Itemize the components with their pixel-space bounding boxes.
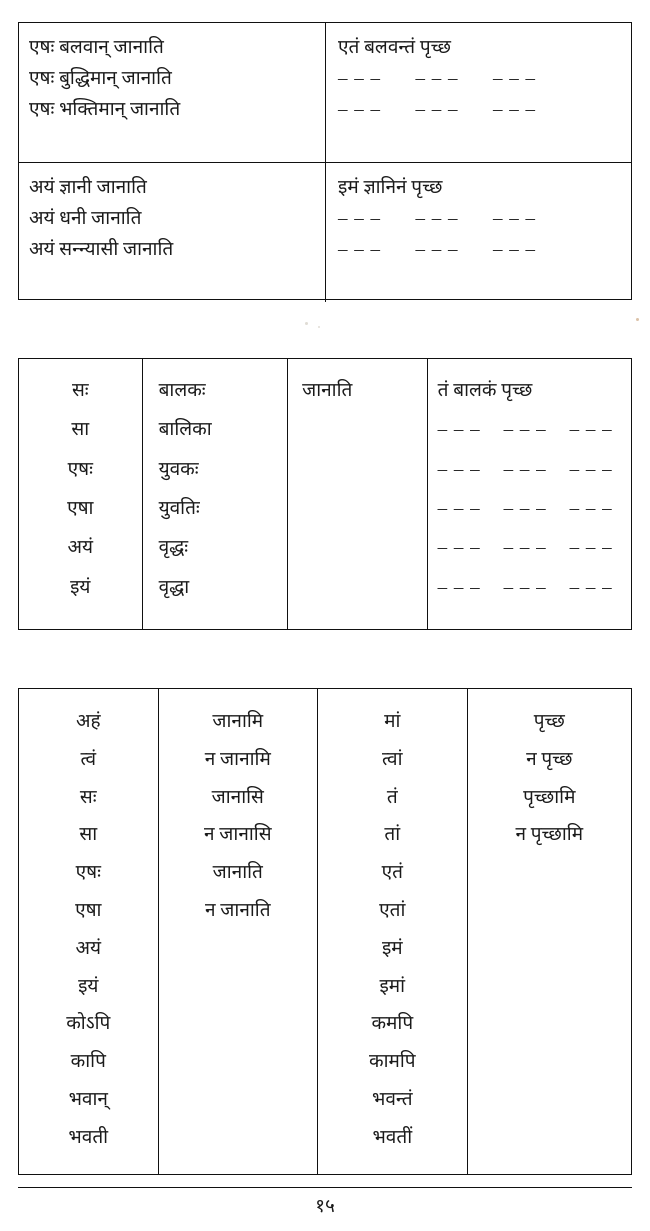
table-cell: इमं xyxy=(381,937,403,959)
table-cell: न जानामि xyxy=(204,748,271,770)
table1-group-1 xyxy=(19,23,631,162)
table-cell: वृद्धः xyxy=(158,537,189,559)
sentence-line: अयं सन्न्यासी जानाति xyxy=(29,238,174,260)
table1-group1-right-column xyxy=(326,23,631,162)
table-cell: इयं xyxy=(78,975,99,997)
table-cell: एषा xyxy=(75,899,102,921)
table-cell: न पृच्छ xyxy=(526,748,573,770)
table-cell xyxy=(302,450,427,489)
table3-column-verb2 xyxy=(468,689,631,1174)
table-cell xyxy=(159,1081,317,1119)
table-cell: जानाति xyxy=(212,862,263,884)
table-cell: भवन्तं xyxy=(371,1088,413,1110)
table-cell: जानामि xyxy=(212,711,264,732)
table2-column-verb xyxy=(288,359,428,629)
table-cell: तं xyxy=(386,786,398,808)
table-cell xyxy=(159,968,317,1006)
table-cell: पृच्छामि xyxy=(523,786,576,808)
table-cell: कमपि xyxy=(371,1013,414,1035)
table-cell: कोऽपि xyxy=(66,1013,111,1035)
paper-speck xyxy=(305,322,308,325)
table1-group-2 xyxy=(19,162,631,302)
table2-column-pronoun xyxy=(19,359,143,629)
table-cell: भवतीं xyxy=(372,1126,413,1148)
table-cell xyxy=(159,1119,317,1157)
table-cell xyxy=(302,410,427,449)
table-cell: एषः xyxy=(67,458,93,480)
table-cell: बालिका xyxy=(158,419,212,441)
table-cell: जानासि xyxy=(211,786,264,808)
table-cell: एषः xyxy=(75,862,101,884)
table-cell: सः xyxy=(79,786,97,808)
table-cell xyxy=(468,968,631,1006)
blank-line[interactable]: – – – – – – – – – xyxy=(437,497,613,519)
answer-line: इमं ज्ञानिनं पृच्छ xyxy=(338,177,443,198)
table-cell: युवतिः xyxy=(158,497,200,519)
table-cell: बालकः xyxy=(158,380,206,401)
table-cell xyxy=(159,930,317,968)
exercise-table-2 xyxy=(18,358,632,630)
sentence-line: एषः भक्तिमान् जानाति xyxy=(29,98,181,120)
table2-column-noun xyxy=(143,359,289,629)
blank-line[interactable]: – – – – – – – – – xyxy=(437,458,613,480)
answer-line: एतं बलवन्तं पृच्छ xyxy=(338,37,451,58)
table-cell: एतां xyxy=(379,899,406,921)
table-cell: अहं xyxy=(75,711,101,732)
sentence-line: एषः बुद्धिमान् जानाति xyxy=(29,67,172,89)
table-cell: अयं xyxy=(67,537,94,559)
table-cell: न पृच्छामि xyxy=(515,824,584,846)
table-cell: सा xyxy=(71,419,90,441)
table-cell xyxy=(468,930,631,968)
table-cell xyxy=(468,1081,631,1119)
table-cell: तां xyxy=(384,824,401,846)
table-cell: एतं xyxy=(381,862,403,884)
sentence-line: एषः बलवान् जानाति xyxy=(29,37,164,58)
table-cell xyxy=(159,1043,317,1081)
table-cell: जानाति xyxy=(302,380,353,401)
sentence-line: अयं ज्ञानी जानाति xyxy=(29,177,147,198)
table-cell: भवान् xyxy=(68,1088,108,1110)
table3-column-object xyxy=(318,689,468,1174)
paper-speck xyxy=(636,318,639,321)
table1-group1-left-column xyxy=(19,23,326,162)
table-cell: कामपि xyxy=(368,1051,416,1073)
paper-speck xyxy=(318,326,320,328)
blank-line[interactable]: – – – – – – – – – xyxy=(338,207,536,229)
table3-column-verb1 xyxy=(159,689,318,1174)
table-cell xyxy=(302,489,427,528)
table-cell xyxy=(468,1005,631,1043)
table-cell xyxy=(468,1043,631,1081)
table2-column-answer xyxy=(428,359,631,629)
sentence-line: अयं धनी जानाति xyxy=(29,207,142,229)
table-cell: अयं xyxy=(75,937,102,959)
blank-line[interactable]: – – – – – – – – – xyxy=(437,576,613,598)
footer-divider xyxy=(18,1187,632,1188)
table-cell: पृच्छ xyxy=(533,711,565,732)
page-number: १५ xyxy=(315,1196,335,1217)
table-cell xyxy=(468,892,631,930)
table-cell: एषा xyxy=(67,497,94,519)
table-cell xyxy=(468,854,631,892)
blank-line[interactable]: – – – – – – – – – xyxy=(338,67,536,89)
blank-line[interactable]: – – – – – – – – – xyxy=(338,238,536,260)
table-cell: त्वां xyxy=(382,748,403,770)
table-cell: सा xyxy=(79,824,98,846)
blank-line[interactable]: – – – – – – – – – xyxy=(437,537,613,559)
table-cell: युवकः xyxy=(158,458,199,480)
table-cell: कापि xyxy=(70,1051,106,1073)
table1-group2-left-column xyxy=(19,163,326,302)
blank-line[interactable]: – – – – – – – – – xyxy=(437,419,613,441)
table-cell: इयं xyxy=(70,576,91,598)
table-cell xyxy=(159,1005,317,1043)
blank-line[interactable]: – – – – – – – – – xyxy=(338,98,536,120)
table1-group2-right-column xyxy=(326,163,631,302)
table-cell: न जानासि xyxy=(204,824,272,846)
table-cell: भवती xyxy=(68,1126,109,1148)
table3-column-subject xyxy=(19,689,159,1174)
table-cell: इमां xyxy=(379,975,406,997)
table-cell xyxy=(302,568,427,607)
exercise-table-3 xyxy=(18,688,632,1175)
table-cell xyxy=(302,528,427,567)
table-cell xyxy=(468,1119,631,1157)
table-cell: वृद्धा xyxy=(158,576,190,598)
exercise-table-1 xyxy=(18,22,632,300)
table-cell: मां xyxy=(384,711,401,732)
table-cell: त्वं xyxy=(80,748,97,770)
table-cell: न जानाति xyxy=(205,899,271,921)
answer-line: तं बालकं पृच्छ xyxy=(437,380,533,401)
table-cell: सः xyxy=(71,380,89,401)
